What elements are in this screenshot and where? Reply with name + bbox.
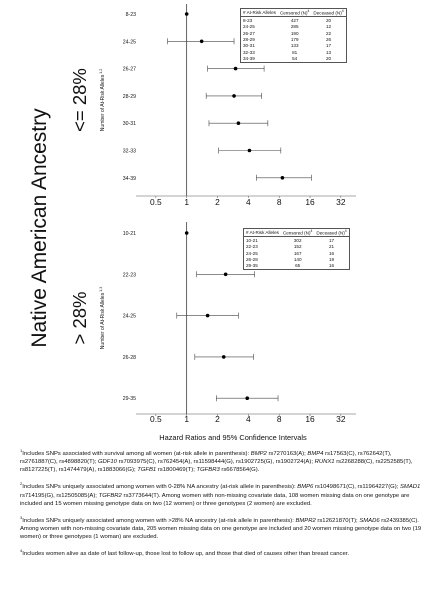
gene-name: SMAD1 (399, 484, 421, 491)
table-cell: 26-28 (246, 257, 258, 262)
x-tick-label: 16 (305, 197, 315, 207)
row-label: 26-27 (122, 66, 136, 73)
table-header (244, 229, 281, 237)
table-row (244, 237, 350, 244)
table-cell: 17 (325, 43, 332, 49)
row-label: 8-23 (125, 12, 136, 18)
table-header (314, 229, 349, 237)
counts-table (240, 8, 347, 63)
table-header-note: 4 (344, 228, 347, 233)
gene-name: SMAD6 (359, 517, 380, 524)
snp-list: rs10498671(C), rs11964227(G); (313, 484, 400, 491)
table-row (244, 263, 350, 270)
hazard-ratio-point (200, 40, 204, 44)
table-cell: 17 (328, 237, 335, 243)
x-tick-label: 4 (246, 414, 251, 424)
x-tick-label: 8 (276, 197, 282, 207)
table-cell: 29-35 (246, 263, 258, 269)
table-cell: 32-33 (243, 49, 255, 55)
gene-name: TGFBR3 (196, 467, 220, 474)
row-label: 32-33 (122, 148, 136, 155)
gene-name: BMP6 (297, 484, 314, 491)
snp-list: rs17563(C), rs762642(T), rs2761887(C), rs4898820(T); (20, 450, 392, 466)
table-header-text: Censored (N) (282, 230, 311, 236)
y-axis-label-note: 1,3 (99, 286, 103, 292)
snp-list: rs12621870(T); (315, 517, 360, 524)
table-cell: 140 (293, 257, 302, 262)
table-cell: 167 (293, 250, 302, 256)
table-cell: 190 (290, 30, 299, 36)
group-label: > 28% (69, 291, 90, 345)
row-label: 10-21 (122, 231, 136, 237)
hazard-ratio-point (281, 176, 285, 180)
snp-list: rs1800469(T); (156, 467, 197, 474)
side-title: Native American Ancestry (28, 108, 51, 348)
x-tick-label: 32 (336, 414, 346, 424)
y-axis-label (99, 69, 106, 131)
x-tick-label: 32 (336, 197, 346, 207)
y-axis-label-note: 1,2 (99, 68, 103, 74)
table-cell: 34-39 (243, 56, 255, 62)
table-header-text: Deceased (N) (313, 10, 342, 16)
snp-list: rs714195(G), rs12505085(A); (20, 492, 99, 499)
snp-list: rs6678564(G). (219, 467, 260, 474)
row-label: 29-35 (122, 396, 136, 403)
hazard-ratio-point (224, 273, 228, 277)
table-header-text: Deceased (N) (316, 230, 345, 236)
table-header-text: Censored (N) (279, 10, 308, 16)
gene-name: GDF10 (97, 459, 117, 466)
hazard-ratio-point (234, 67, 238, 71)
footnote-2: $^2$Includes SNPs uniquely associated among women with 0-28% NA ancestry (at-risk allele in parenthesis): BMP6 rs10498671(C), rs11964227(G); SMAD1 rs714195(G), rs12505085(A); TGFBR2 rs3773644(T). Among women with non-missing covariate data, 108 women missing data on one genotype are included and 15 women missing genotype data on two (12 women) or three genotypes (2 women) are excluded. (20, 481, 421, 507)
x-tick-label: 1 (184, 197, 190, 207)
snp-list: rs2268288(C), rs2252585(T), rs8127225(T), rs1474479(A), rs1883066(G); (20, 459, 413, 474)
x-tick-label: 2 (215, 414, 220, 424)
y-axis-label (99, 287, 106, 349)
x-tick-label: 16 (305, 414, 315, 424)
y-axis-label-text: Number of At-Risk Alleles (100, 292, 106, 350)
table-cell: 16 (328, 263, 335, 269)
x-tick-label: 8 (276, 414, 282, 424)
table-cell: 179 (290, 37, 299, 42)
table-cell: 22-23 (246, 244, 258, 250)
table-cell: 302 (293, 237, 302, 243)
row-label: 24-25 (122, 313, 136, 320)
footnote-1: $^1$Includes SNPs associated with survival among all women (at-risk allele in parenthesis): BMP2 rs7270163(A); BMP4 rs17563(C), rs762642(T), rs2761887(C), rs4898820(T); GDF10 rs7093975(C), rs762454(A), rs11598444(G), rs1902725(G), rs1902724(A); RUNX1 rs2268288(C), rs2252585(T), rs8127225(T), rs1474479(A), rs1883066(G); TGFB1 rs1800469(T); TGFBR3 rs6678564(G). (20, 448, 413, 474)
table-header (278, 9, 311, 17)
table-cell: 19 (328, 257, 335, 262)
table-header-note: 4 (341, 8, 344, 13)
x-tick-label: 2 (215, 197, 220, 207)
row-label: 30-31 (122, 121, 136, 128)
snp-list: rs7093975(C), rs762454(A), rs11598444(G), rs1902725(G), rs1902724(A); (116, 459, 315, 466)
snp-list: rs3773644(T). (121, 492, 162, 499)
footnote-4: $^4$Includes women alive as date of last follow-up, those lost to follow up, and those that died of causes other than breast cancer. (20, 548, 350, 558)
gene-name: RUNX1 (314, 459, 335, 466)
table-cell: 133 (290, 43, 299, 49)
hazard-ratio-point (245, 396, 249, 400)
gene-name: BMP2 (250, 450, 267, 457)
table-header-text: # At-Risk Alleles (243, 10, 276, 16)
footnotes (20, 448, 430, 565)
row-label: 24-25 (122, 39, 136, 46)
x-tick-label: 0.5 (150, 197, 162, 207)
snp-list: rs2439385(C). (379, 517, 419, 524)
table-cell: 26-27 (243, 30, 255, 36)
x-tick-label: 1 (184, 414, 190, 424)
hazard-ratio-point (237, 121, 241, 125)
hazard-ratio-point (185, 231, 189, 235)
footnote-3: $^3$Includes SNPs uniquely associated among women with >28% NA ancestry (at-risk allele in parenthesis): BMPR2 rs12621870(T); SMAD6 rs2439385(C). Among women with non-missing covariate data, 205 women missing data on one genotype are included and 20 women missing genotype data on two (19 women) or three genotypes (1 woman) are excluded. (20, 514, 422, 541)
gene-name: BMP4 (307, 450, 324, 457)
table-cell: 24-25 (243, 24, 255, 30)
x-tick-label: 0.5 (150, 414, 162, 424)
table-cell: 285 (290, 24, 299, 30)
row-label: 22-23 (122, 272, 136, 279)
table-cell: 10-21 (246, 237, 258, 243)
x-tick-label: 4 (246, 197, 251, 207)
hazard-ratio-point (248, 149, 252, 153)
table-cell: 427 (290, 17, 299, 23)
table-cell: 30-31 (243, 43, 255, 49)
y-axis-label-text: Number of At-Risk Alleles (100, 74, 106, 132)
snp-list: rs7270163(A); (266, 450, 308, 457)
table-cell: 12 (325, 24, 332, 30)
gene-name: BMPR2 (295, 517, 316, 524)
gene-name: TGFB1 (137, 467, 157, 474)
table-cell: 16 (328, 250, 335, 256)
hazard-ratio-point (232, 94, 236, 98)
table-cell: 24-25 (246, 250, 258, 256)
row-label: 34-39 (122, 175, 136, 182)
table-cell: 65 (295, 263, 301, 269)
table-cell: 81 (292, 49, 298, 55)
row-label: 28-29 (122, 93, 136, 100)
table-cell: 13 (325, 49, 332, 55)
table-cell: 20 (325, 56, 332, 62)
gene-name: TGFBR2 (98, 492, 122, 499)
x-axis-label: Hazard Ratios and 95% Confidence Intervals (159, 433, 307, 442)
table-cell: 20 (325, 17, 332, 23)
counts-table (243, 228, 350, 270)
row-label: 26-28 (122, 354, 136, 361)
table-header-text: # At-Risk Alleles (246, 230, 279, 236)
table-cell: 28-29 (243, 37, 255, 42)
table-cell: 26 (325, 37, 332, 42)
table-row (241, 17, 347, 24)
hazard-ratio-point (185, 12, 189, 16)
table-cell: 54 (292, 56, 298, 62)
group-label: <= 28% (69, 68, 90, 132)
table-header (281, 229, 314, 237)
table-cell: 8-23 (243, 17, 253, 23)
table-header (241, 9, 278, 17)
hazard-ratio-point (222, 355, 226, 359)
table-header-row (244, 229, 350, 237)
table-cell: 22 (325, 30, 332, 36)
table-row (241, 56, 347, 63)
table-cell: 21 (328, 244, 335, 250)
hazard-ratio-point (206, 314, 210, 318)
table-header-note: 4 (307, 8, 310, 13)
table-header (311, 9, 346, 17)
table-cell: 152 (293, 244, 302, 250)
table-header-row (241, 9, 347, 17)
table-header-note: 4 (310, 228, 313, 233)
